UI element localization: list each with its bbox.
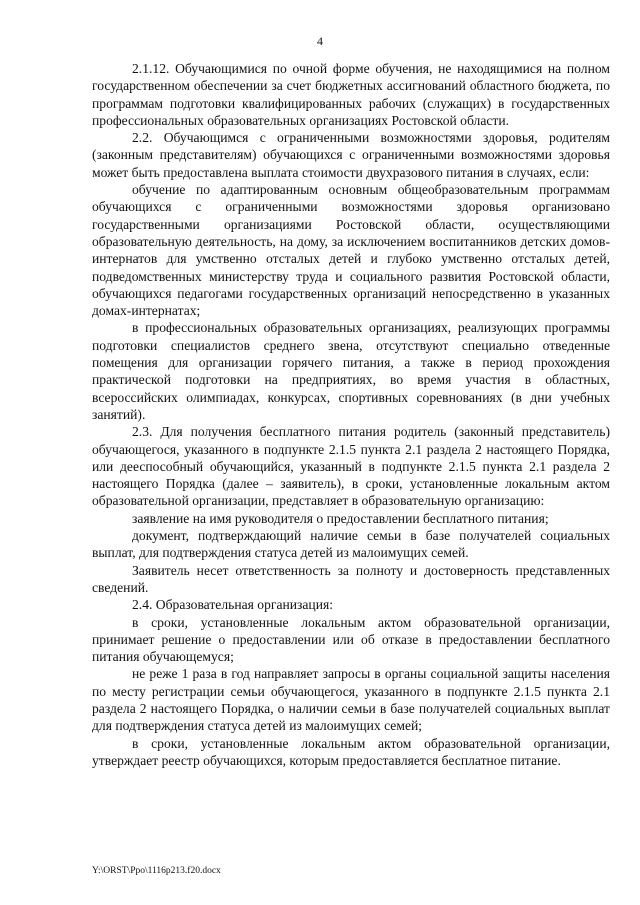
page-number: 4 (317, 34, 323, 48)
file-path-footer: Y:\ORST\Ppo\1116p213.f20.docx (92, 866, 221, 876)
paragraph-2-2-case-home: обучение по адаптированным основным общеобразовательным программам обучающихся с ограниченными возможностями здоровья организовано государственными организациями Ростовской области, осуществляющими образовательную деятельность, на дому, за исключением воспитанников детских домов-интернатов для умственно отсталых детей и глубоко умственно отсталых детей, подведомственных министерству труда и социального развития Ростовской области, обучающихся педагогами государственных организаций непосредственно в указанных домах-интернатах; (92, 182, 610, 319)
paragraph-2-2: 2.2. Обучающимся с ограниченными возможностями здоровья, родителям (законным представителям) обучающихся с ограниченными возможностями здоровья может быть предоставлена выплата стоимости двухразового питания в случаях, если: (92, 130, 610, 180)
paragraph-2-3-responsibility: Заявитель несет ответственность за полноту и достоверность представленных сведений. (92, 562, 610, 595)
paragraph-2-1-12: 2.1.12. Обучающимися по очной форме обучения, не находящимися на полном государственном обеспечении за счет бюджетных ассигнований областного бюджета, по программам подготовки квалифицированных рабочих (служащих) в государственных профессиональных образовательных организациях Ростовской области. (92, 61, 610, 128)
paragraph-2-4-requests: не реже 1 раза в год направляет запросы в органы социальной защиты населения по месту регистрации семьи обучающегося, указанного в подпункте 2.1.5 пункта 2.1 раздела 2 настоящего Порядка, о наличии семьи в базе получателей социальных выплат для подтверждения статуса детей из малоимущих семей; (92, 666, 610, 734)
paragraph-2-4-registry: в сроки, установленные локальным актом образовательной организации, утверждает реестр обучающихся, которым предоставляется бесплатное питание. (92, 735, 610, 768)
paragraph-2-3-application: заявление на имя руководителя о предоставлении бесплатного питания; (132, 510, 549, 526)
document-body (92, 60, 610, 769)
paragraph-2-3-document: документ, подтверждающий наличие семьи в базе получателей социальных выплат, для подтверждения статуса детей из малоимущих семей. (92, 528, 610, 561)
paragraph-2-4-decision: в сроки, установленные локальным актом образовательной организации, принимает решение о предоставлении или об отказе в предоставлении бесплатного питания обучающемуся; (92, 614, 610, 665)
paragraph-2-3: 2.3. Для получения бесплатного питания родитель (законный представитель) обучающегося, указанного в подпункте 2.1.5 пункта 2.1 раздела 2 настоящего Порядка, или дееспособный обучающийся, указанный в подпункте 2.1.5 пункта 2.1 раздела 2 настоящего Порядка (далее – заявитель), в сроки, установленные локальным актом образовательной организации, представляет в образовательную организацию: (92, 424, 610, 509)
paragraph-2-2-case-prof: в профессиональных образовательных организациях, реализующих программы подготовки специалистов среднего звена, отсутствуют специально отведенные помещения для организации горячего питания, а также в период прохождения практической подготовки на предприятиях, во время участия в областных, всероссийских олимпиадах, конкурсах, спортивных соревнованиях (в дни учебных занятий). (92, 320, 610, 422)
paragraph-2-4: 2.4. Образовательная организация: (132, 597, 334, 613)
